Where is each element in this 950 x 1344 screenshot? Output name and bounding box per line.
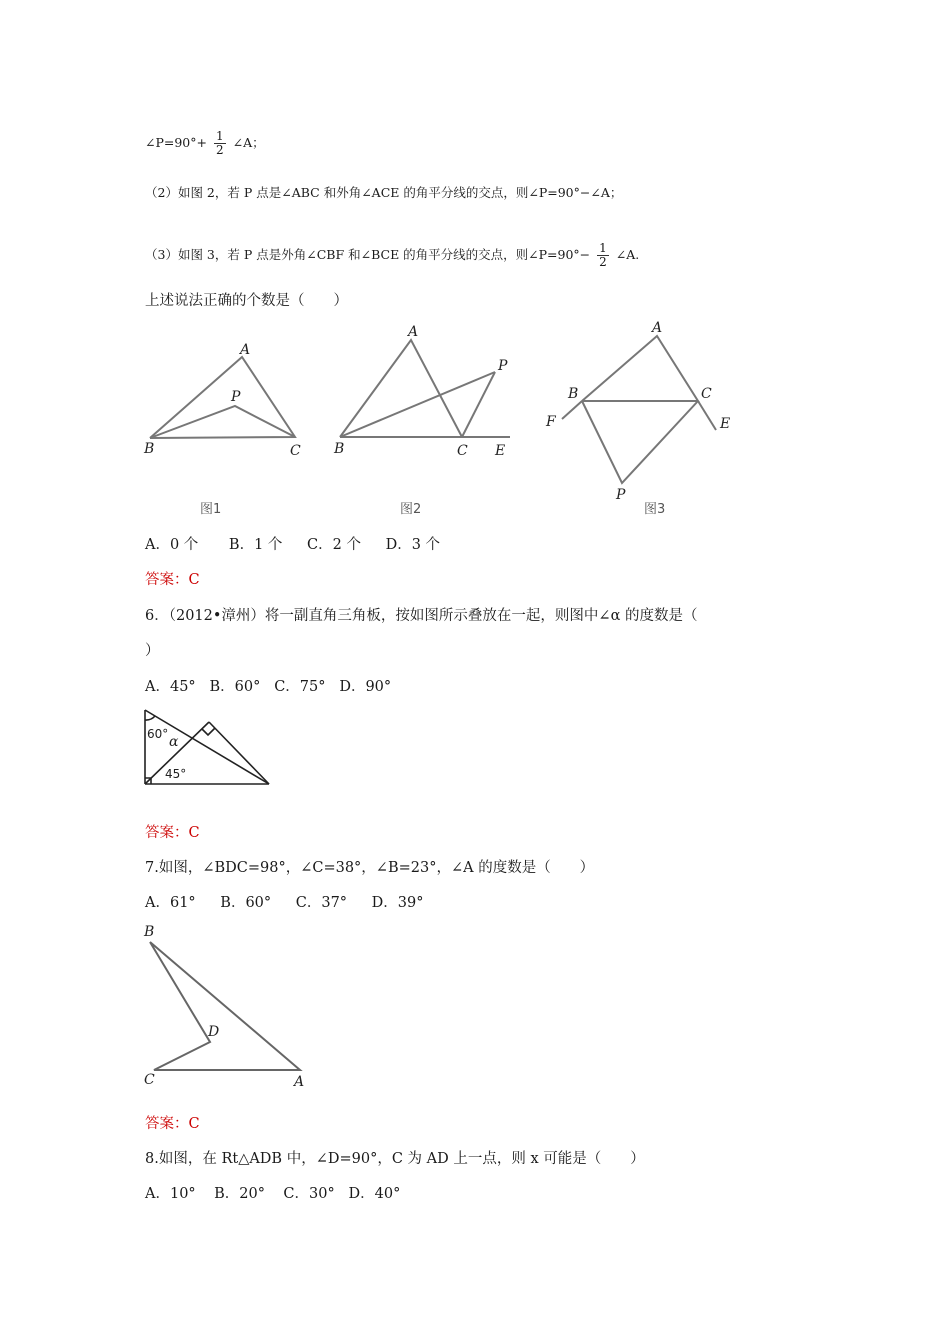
angle-60-label: 60° bbox=[147, 727, 169, 741]
q6-option-d[interactable]: D．90° bbox=[339, 679, 392, 695]
q6-figure bbox=[143, 708, 273, 788]
q8-options bbox=[145, 1185, 400, 1203]
angle-arc-60 bbox=[145, 716, 155, 720]
q5-item1: ∠P=90°+ $\frac{1}{2}$ ∠A； bbox=[145, 129, 265, 157]
q6-question-line1: 6．（2012•漳州）将一副直角三角板，按如图所示叠放在一起，则图中∠α 的度数是（ bbox=[145, 608, 698, 624]
angle-45-label: 45° bbox=[165, 767, 187, 781]
label-p: P bbox=[498, 358, 508, 374]
q6-option-b[interactable]: B．60° bbox=[209, 679, 261, 695]
label-a: A bbox=[652, 320, 663, 336]
q6-option-c[interactable]: C．75° bbox=[274, 679, 326, 695]
q5-option-d[interactable]: D．3 个 bbox=[385, 537, 441, 553]
triangle-abc bbox=[582, 336, 698, 401]
q5-question: 上述说法正确的个数是（ ） bbox=[145, 293, 348, 309]
q6-options bbox=[145, 678, 391, 696]
q7-option-d[interactable]: D．39° bbox=[371, 895, 424, 911]
q5-option-b[interactable]: B．1 个 bbox=[228, 537, 283, 553]
label-b: B bbox=[144, 441, 155, 457]
caption-fig2: 图2 bbox=[400, 502, 422, 517]
q7-figure bbox=[140, 920, 330, 1095]
label-p: P bbox=[616, 487, 626, 503]
line-ce bbox=[698, 401, 716, 430]
q5-figure-1 bbox=[140, 335, 330, 525]
fraction-half: $\frac{1}{2}$ bbox=[599, 241, 607, 269]
q8-option-a[interactable]: A．10° bbox=[145, 1186, 196, 1202]
q8-question: 8.如图，在 Rt△ADB 中，∠D=90°，C 为 AD 上一点，则 x 可能是（ ） bbox=[145, 1151, 645, 1167]
q8-option-c[interactable]: C．30° bbox=[283, 1186, 335, 1202]
label-a: A bbox=[240, 342, 251, 358]
caption-fig3: 图3 bbox=[644, 502, 666, 517]
q7-option-b[interactable]: B．60° bbox=[220, 895, 272, 911]
label-c: C bbox=[144, 1072, 155, 1088]
q5-option-c[interactable]: C．2 个 bbox=[307, 537, 361, 553]
q5-answer: 答案：C bbox=[145, 572, 200, 588]
q7-answer: 答案：C bbox=[145, 1116, 200, 1132]
line-bf bbox=[562, 401, 582, 419]
q6-answer: 答案：C bbox=[145, 825, 200, 841]
lines-bp-pc bbox=[582, 401, 698, 483]
q8-option-b[interactable]: B．20° bbox=[214, 1186, 265, 1202]
line-cp bbox=[462, 372, 495, 437]
triangle-abc bbox=[340, 340, 462, 437]
lines-bp-pc bbox=[150, 406, 295, 438]
fraction-half: $\frac{1}{2}$ bbox=[215, 129, 224, 157]
label-b: B bbox=[568, 386, 579, 402]
concave-quadrilateral bbox=[150, 942, 300, 1070]
q5-item2: （2）如图 2，若 P 点是∠ABC 和外角∠ACE 的角平分线的交点，则∠P=90°−∠A； bbox=[145, 185, 623, 200]
label-e: E bbox=[720, 416, 731, 432]
label-b: B bbox=[144, 924, 155, 940]
label-d: D bbox=[208, 1024, 220, 1040]
q5-figure-2 bbox=[330, 320, 530, 520]
label-c: C bbox=[701, 386, 712, 402]
q5-item3: （3）如图 3，若 P 点是外角∠CBF 和∠BCE 的角平分线的交点，则∠P=90°− $\frac{1}{2}$ ∠A. bbox=[145, 241, 640, 269]
q5-options bbox=[145, 536, 440, 554]
q5-figure-3 bbox=[540, 318, 740, 518]
q6-option-a[interactable]: A．45° bbox=[145, 679, 196, 695]
label-e: E bbox=[495, 443, 506, 459]
caption-fig1: 图1 bbox=[200, 502, 222, 517]
hypotenuse-30-60 bbox=[145, 710, 269, 784]
label-c: C bbox=[290, 443, 301, 459]
right-angle-mark-2 bbox=[202, 728, 215, 735]
alpha-label: α bbox=[169, 734, 179, 750]
q5-option-a[interactable]: A．0 个 bbox=[145, 537, 199, 553]
q7-option-c[interactable]: C．37° bbox=[295, 895, 348, 911]
q7-options bbox=[145, 894, 424, 912]
q7-question: 7.如图，∠BDC=98°，∠C=38°，∠B=23°，∠A 的度数是（ ） bbox=[145, 860, 595, 876]
q7-option-a[interactable]: A．61° bbox=[145, 895, 196, 911]
q8-option-d[interactable]: D．40° bbox=[348, 1186, 401, 1202]
label-f: F bbox=[546, 414, 556, 430]
label-p: P bbox=[231, 389, 241, 405]
q6-question-line2: ） bbox=[145, 643, 160, 659]
label-b: B bbox=[334, 441, 345, 457]
label-a: A bbox=[408, 324, 419, 340]
label-c: C bbox=[457, 443, 468, 459]
label-a: A bbox=[294, 1074, 305, 1090]
